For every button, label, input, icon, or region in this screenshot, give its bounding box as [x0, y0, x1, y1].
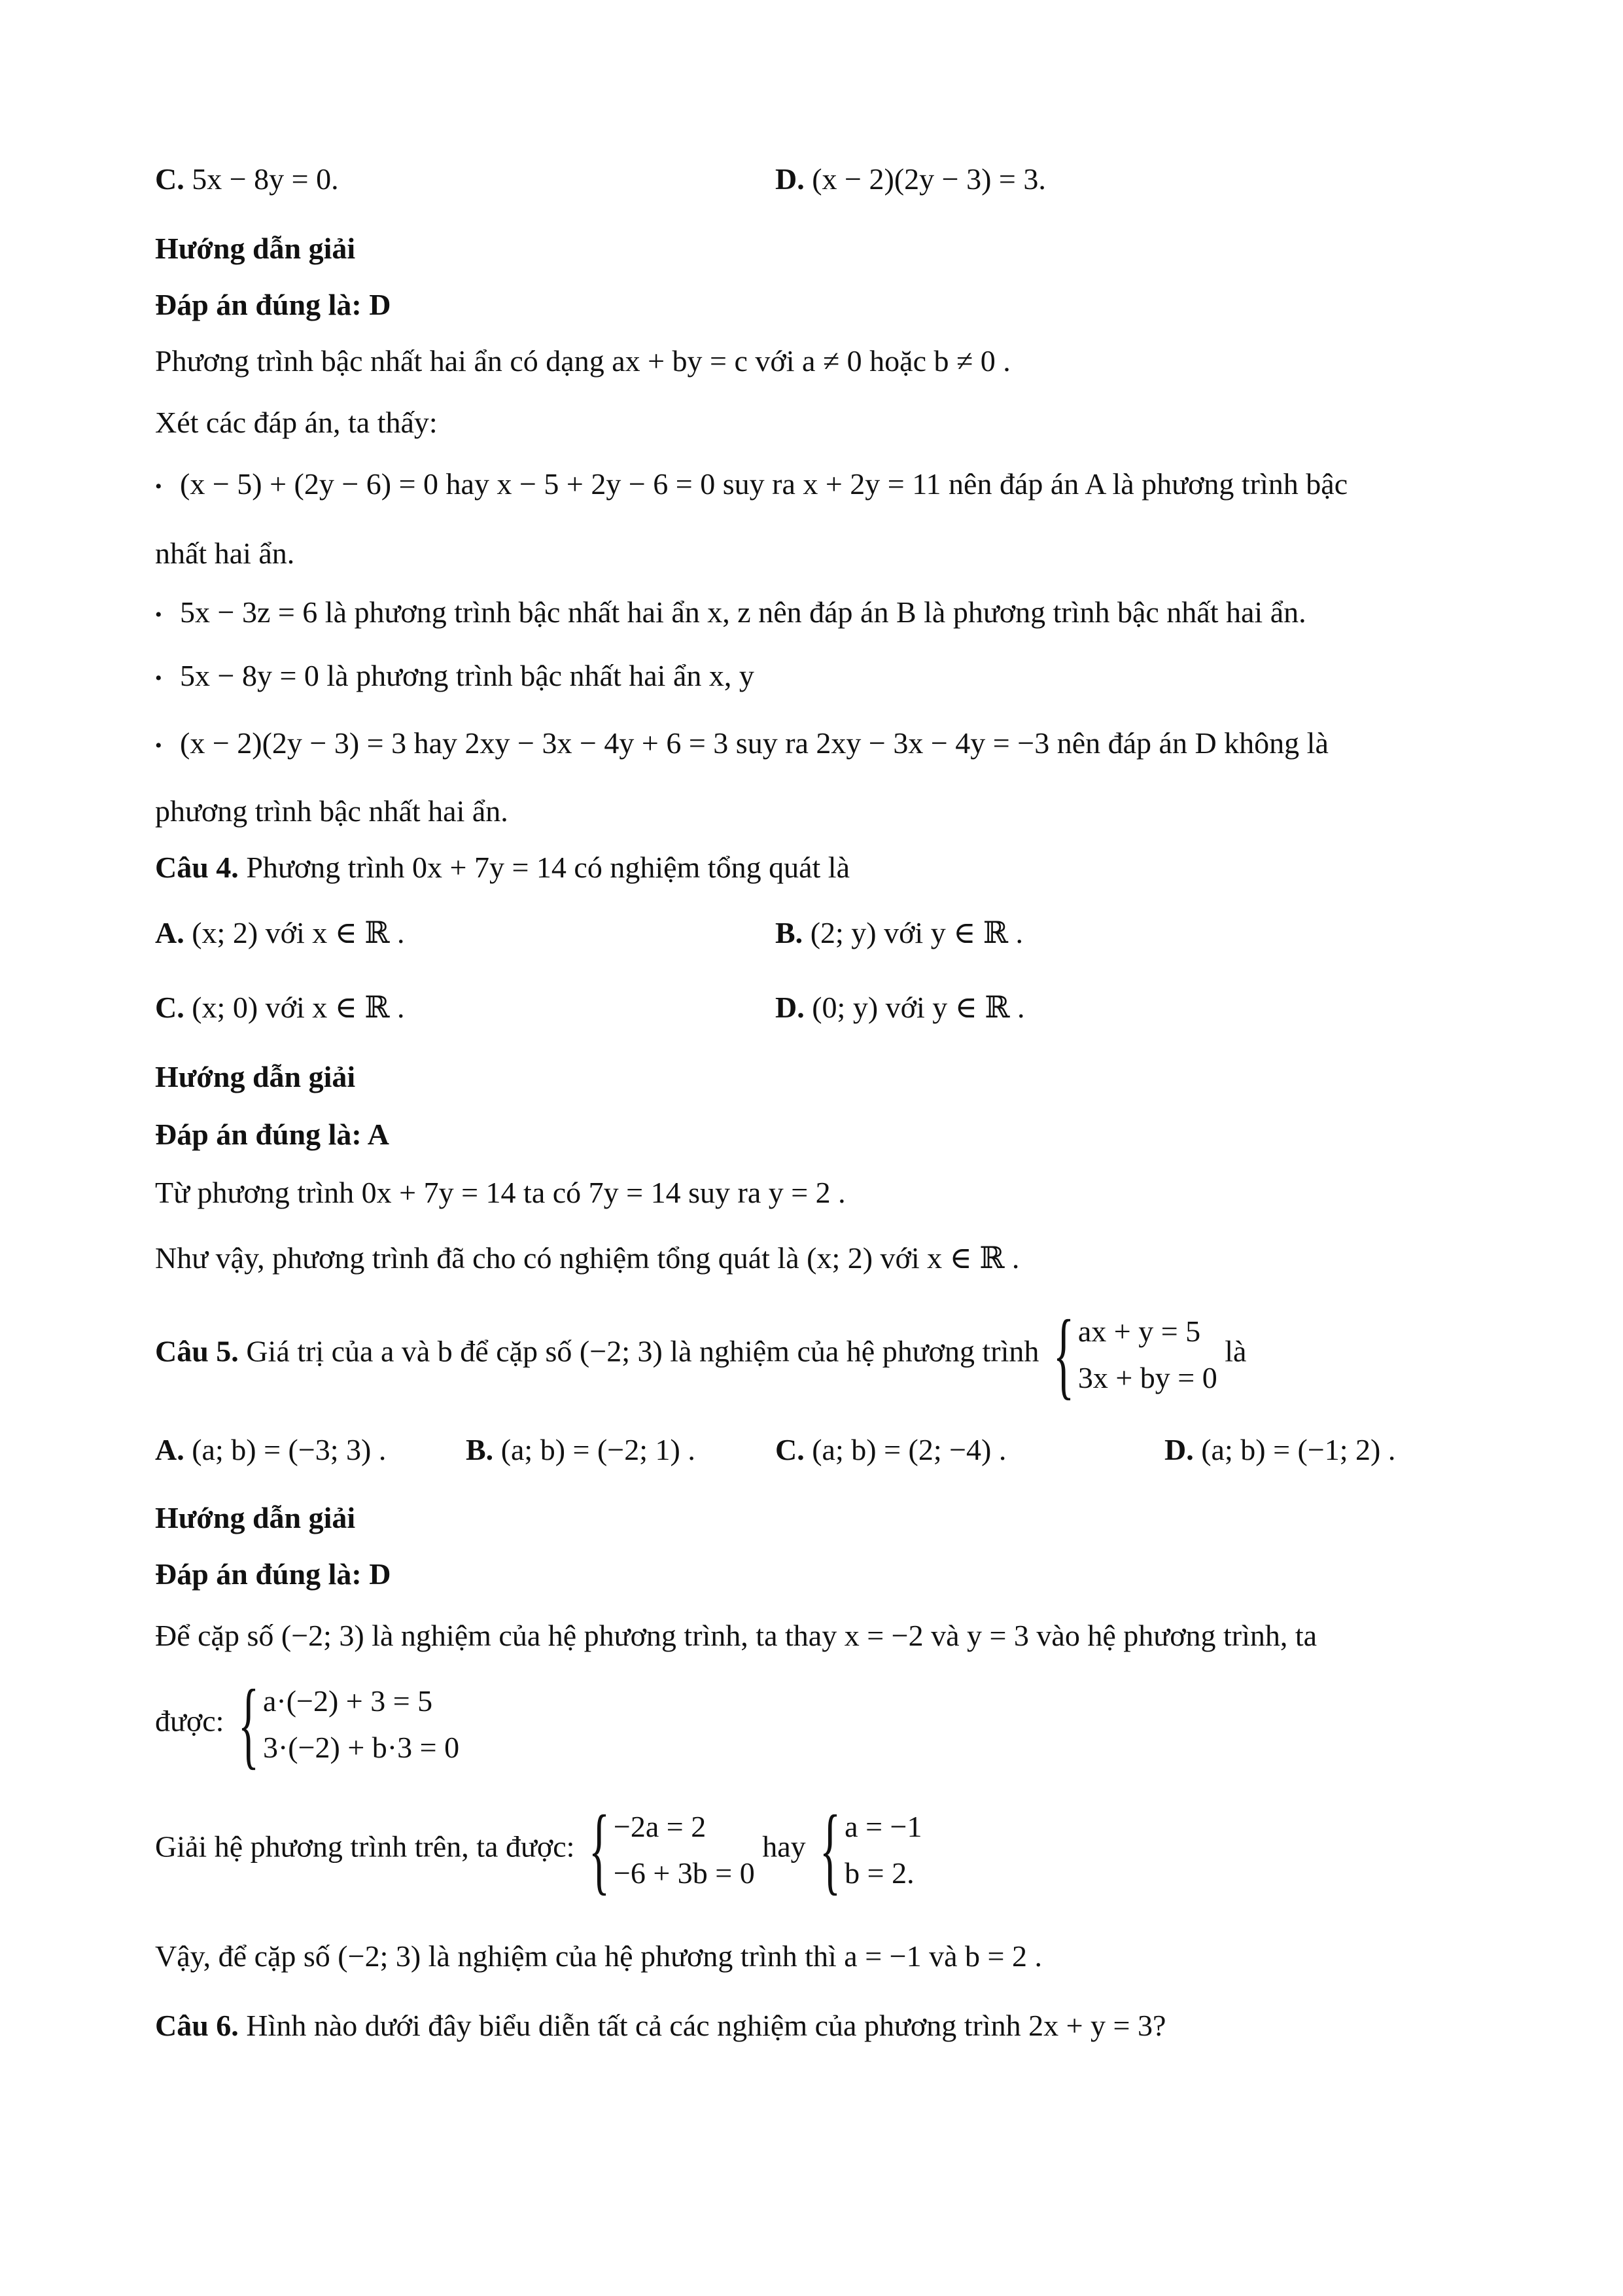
- solution-bullet-1-cont: nhất hai ẩn.: [155, 537, 295, 570]
- bullet-text: (x − 5) + (2y − 6) = 0 hay x − 5 + 2y − 6 = 0 suy ra x + 2y = 11 nên đáp án A là phương trình bậc: [180, 467, 1348, 501]
- option-text: (a; b) = (−3; 3) .: [192, 1433, 387, 1466]
- brace-icon: {: [588, 1795, 610, 1904]
- option-text: (a; b) = (−1; 2) .: [1201, 1433, 1396, 1466]
- solution-intro: Phương trình bậc nhất hai ẩn có dạng ax + by = c với a ≠ 0 hoặc b ≠ 0 .: [155, 344, 1011, 378]
- solve-system-line: [155, 1795, 922, 1904]
- question-label: Câu 5.: [155, 1334, 239, 1368]
- solution-bullet-4-cont: phương trình bậc nhất hai ẩn.: [155, 794, 508, 828]
- question-label: Câu 6.: [155, 2009, 239, 2042]
- question-6: [155, 2007, 1166, 2043]
- bullet-text: 5x − 3z = 6 là phương trình bậc nhất hai ẩn x, z nên đáp án B là phương trình bậc nhất hai ẩn.: [180, 595, 1306, 629]
- solution-line: Như vậy, phương trình đã cho có nghiệm tổng quát là (x; 2) với x ∈ ℝ .: [155, 1241, 1020, 1275]
- solution-conclusion: Vậy, để cặp số (−2; 3) là nghiệm của hệ phương trình thì a = −1 và b = 2 .: [155, 1939, 1042, 1973]
- brace-icon: {: [237, 1670, 260, 1778]
- option-label: B.: [775, 916, 803, 949]
- equation-system: [1047, 1300, 1217, 1409]
- question-text: Phương trình 0x + 7y = 14 có nghiệm tổng quát là: [246, 851, 850, 884]
- q4-option-d: [775, 989, 1025, 1025]
- option-label: C.: [155, 991, 184, 1024]
- option-text: (x − 2)(2y − 3) = 3.: [812, 162, 1046, 196]
- option-text: (x; 2) với x ∈ ℝ .: [192, 916, 405, 949]
- option-text: 5x − 8y = 0.: [192, 162, 339, 196]
- solution-heading: Hướng dẫn giải: [155, 1060, 356, 1093]
- or-label: hay: [762, 1829, 806, 1863]
- q3-option-c: [155, 161, 339, 197]
- correct-answer: Đáp án đúng là: A: [155, 1118, 389, 1151]
- question-text-end: là: [1225, 1334, 1247, 1368]
- equation-row: 3·(−2) + b·3 = 0: [262, 1731, 460, 1764]
- substituted-system-line: [155, 1670, 460, 1778]
- option-label: B.: [466, 1433, 494, 1466]
- question-label: Câu 4.: [155, 851, 239, 884]
- solution-bullet-4: [155, 725, 1329, 761]
- option-label: C.: [155, 162, 184, 196]
- equation-system: [813, 1795, 922, 1904]
- question-4: [155, 849, 850, 885]
- equation-system: [582, 1795, 755, 1904]
- equation-row: a = −1: [845, 1809, 922, 1843]
- q5-option-c: [775, 1432, 1006, 1468]
- q5-option-b: [466, 1432, 695, 1468]
- solution-heading: Hướng dẫn giải: [155, 232, 356, 265]
- option-text: (a; b) = (2; −4) .: [812, 1433, 1007, 1466]
- equation-row: −2a = 2: [613, 1809, 707, 1843]
- option-text: (2; y) với y ∈ ℝ .: [810, 916, 1023, 949]
- q5-option-d: [1164, 1432, 1395, 1468]
- equation-row: 3x + by = 0: [1077, 1361, 1217, 1394]
- equation-row: ax + y = 5: [1077, 1314, 1201, 1348]
- solve-label: Giải hệ phương trình trên, ta được:: [155, 1829, 575, 1863]
- correct-answer: Đáp án đúng là: D: [155, 288, 391, 321]
- equation-system: [232, 1670, 460, 1778]
- solution-heading: Hướng dẫn giải: [155, 1501, 356, 1534]
- correct-answer: Đáp án đúng là: D: [155, 1557, 391, 1591]
- q4-option-a: [155, 915, 405, 951]
- solution-consider: Xét các đáp án, ta thấy:: [155, 406, 438, 439]
- equation-row: −6 + 3b = 0: [613, 1856, 755, 1890]
- option-label: D.: [1164, 1433, 1194, 1466]
- bullet-icon: •: [155, 735, 162, 757]
- option-label: C.: [775, 1433, 805, 1466]
- option-text: (a; b) = (−2; 1) .: [500, 1433, 695, 1466]
- question-5: [155, 1300, 1247, 1409]
- brace-icon: {: [819, 1795, 841, 1904]
- bullet-text: 5x − 8y = 0 là phương trình bậc nhất hai ẩn x, y: [180, 659, 754, 692]
- option-text: (x; 0) với x ∈ ℝ .: [192, 991, 405, 1024]
- solution-line: Từ phương trình 0x + 7y = 14 ta có 7y = 14 suy ra y = 2 .: [155, 1176, 846, 1209]
- option-label: A.: [155, 916, 184, 949]
- q5-option-a: [155, 1432, 386, 1468]
- option-label: D.: [775, 162, 805, 196]
- equation-row: b = 2.: [845, 1856, 915, 1890]
- q4-option-c: [155, 989, 405, 1025]
- equation-row: a·(−2) + 3 = 5: [262, 1684, 433, 1718]
- got-label: được:: [155, 1704, 224, 1738]
- option-label: A.: [155, 1433, 184, 1466]
- solution-bullet-3: [155, 658, 754, 694]
- option-text: (0; y) với y ∈ ℝ .: [812, 991, 1025, 1024]
- solution-bullet-1: [155, 466, 1348, 502]
- question-text: Giá trị của a và b để cặp số (−2; 3) là nghiệm của hệ phương trình: [246, 1334, 1039, 1368]
- bullet-icon: •: [155, 476, 162, 498]
- q4-option-b: [775, 915, 1023, 951]
- bullet-text: (x − 2)(2y − 3) = 3 hay 2xy − 3x − 4y + 6 = 3 suy ra 2xy − 3x − 4y = −3 nên đáp án D không là: [180, 726, 1329, 760]
- bullet-icon: •: [155, 667, 162, 690]
- option-label: D.: [775, 991, 805, 1024]
- q3-option-d: [775, 161, 1046, 197]
- solution-line: Để cặp số (−2; 3) là nghiệm của hệ phương trình, ta thay x = −2 và y = 3 vào hệ phương trình, ta: [155, 1619, 1318, 1652]
- solution-bullet-2: [155, 594, 1306, 630]
- bullet-icon: •: [155, 604, 162, 626]
- question-text: Hình nào dưới đây biểu diễn tất cả các nghiệm của phương trình 2x + y = 3?: [246, 2009, 1166, 2042]
- brace-icon: {: [1053, 1300, 1075, 1409]
